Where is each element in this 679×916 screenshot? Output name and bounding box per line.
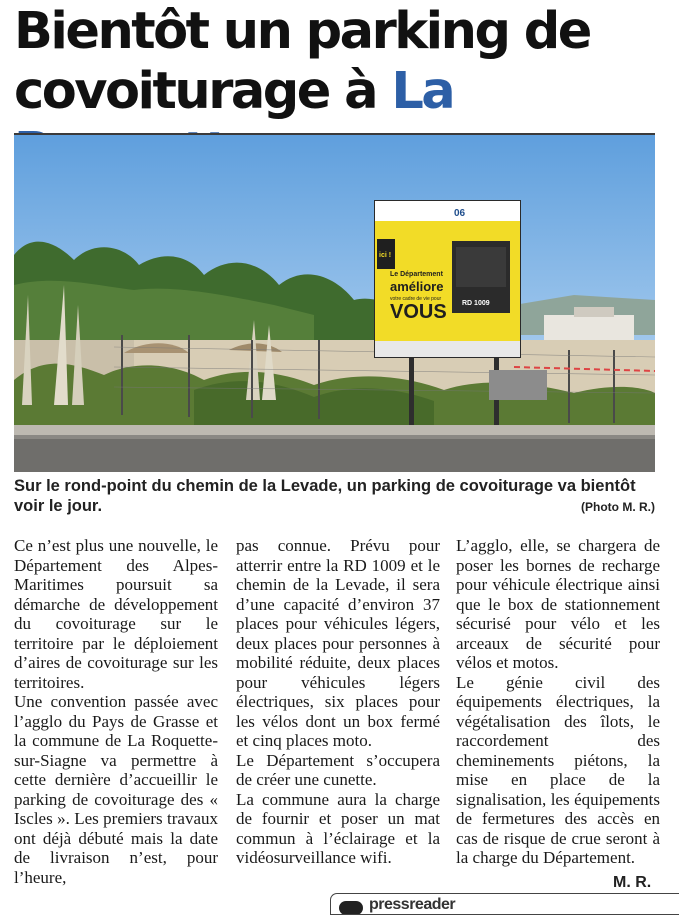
photo-caption: Sur le rond-point du chemin de la Levade, un parking de covoiturage va bientôt voir le jour. bbox=[14, 477, 636, 515]
headline-text: Bientôt un parking de covoiturage à bbox=[14, 2, 590, 121]
sign-line4: VOUS bbox=[390, 301, 447, 323]
paragraph: Une convention passée avec l’agglo du Pays de Grasse et la commune de La Roquette-sur-Siagne va permettre à cette dernière d’accueillir le parking de covoiturage des « Iscles ». Les premiers travaux ont déjà débuté mais la date de livraison n’est, pour l’heure, bbox=[14, 692, 218, 887]
sign-line3: votre cadre de vie pour bbox=[390, 296, 442, 302]
roadside-sign bbox=[375, 201, 520, 357]
paragraph: Ce n’est plus une nouvelle, le Département des Alpes-Maritimes poursuit sa démarche de développement du covoiturage sur le territoire par le déploiement d’aires de covoiturage sur les territoires. bbox=[14, 536, 218, 692]
pressreader-badge[interactable] bbox=[330, 893, 679, 915]
headline-accent: La bbox=[391, 62, 454, 121]
paragraph: La commune aura la charge de fournir et poser un mat commun à l’éclairage et la vidéosurveillance wifi. bbox=[236, 789, 440, 867]
sign-line1: Le Département bbox=[390, 271, 443, 278]
paragraph: Le génie civil des équipements électriques, la végétalisation des îlots, le raccordement des cheminements piétons, la mise en place de la signalisation, les équipements de fermetures des accès en cas de risque de crue seront à la charge du Département. bbox=[456, 672, 660, 867]
photo-credit: (Photo M. R.) bbox=[581, 500, 655, 514]
sign-tag: ici ! bbox=[379, 252, 392, 259]
paragraph: pas connue. Prévu pour atterrir entre la RD 1009 et le chemin de la Levade, il sera d’une capacité d’environ 37 places pour véhicules légers, deux places pour personnes à mobilité réduite, deux places pour véhicules légers électriques, six places pour les vélos dont un box fermé et cinq places moto. bbox=[236, 536, 440, 750]
article-column-1 bbox=[14, 536, 218, 887]
article-column-3 bbox=[456, 536, 660, 868]
sign-line2: améliore bbox=[390, 279, 444, 294]
author-signature: M. R. bbox=[613, 874, 652, 891]
article-column-2 bbox=[236, 536, 440, 868]
pressreader-brand: pressreader bbox=[369, 896, 456, 913]
paragraph: L’agglo, elle, se chargera de poser les bornes de recharge pour véhicule électrique ainsi que le box de stationnement sécurisé pour vélo et les arceaux de sécurité pour vélos et motos. bbox=[456, 536, 660, 672]
paragraph: Le Département s’occupera de créer une cunette. bbox=[236, 750, 440, 789]
sign-road: RD 1009 bbox=[462, 300, 490, 307]
sign-logo: 06 bbox=[454, 208, 466, 219]
article-photo bbox=[14, 133, 655, 472]
